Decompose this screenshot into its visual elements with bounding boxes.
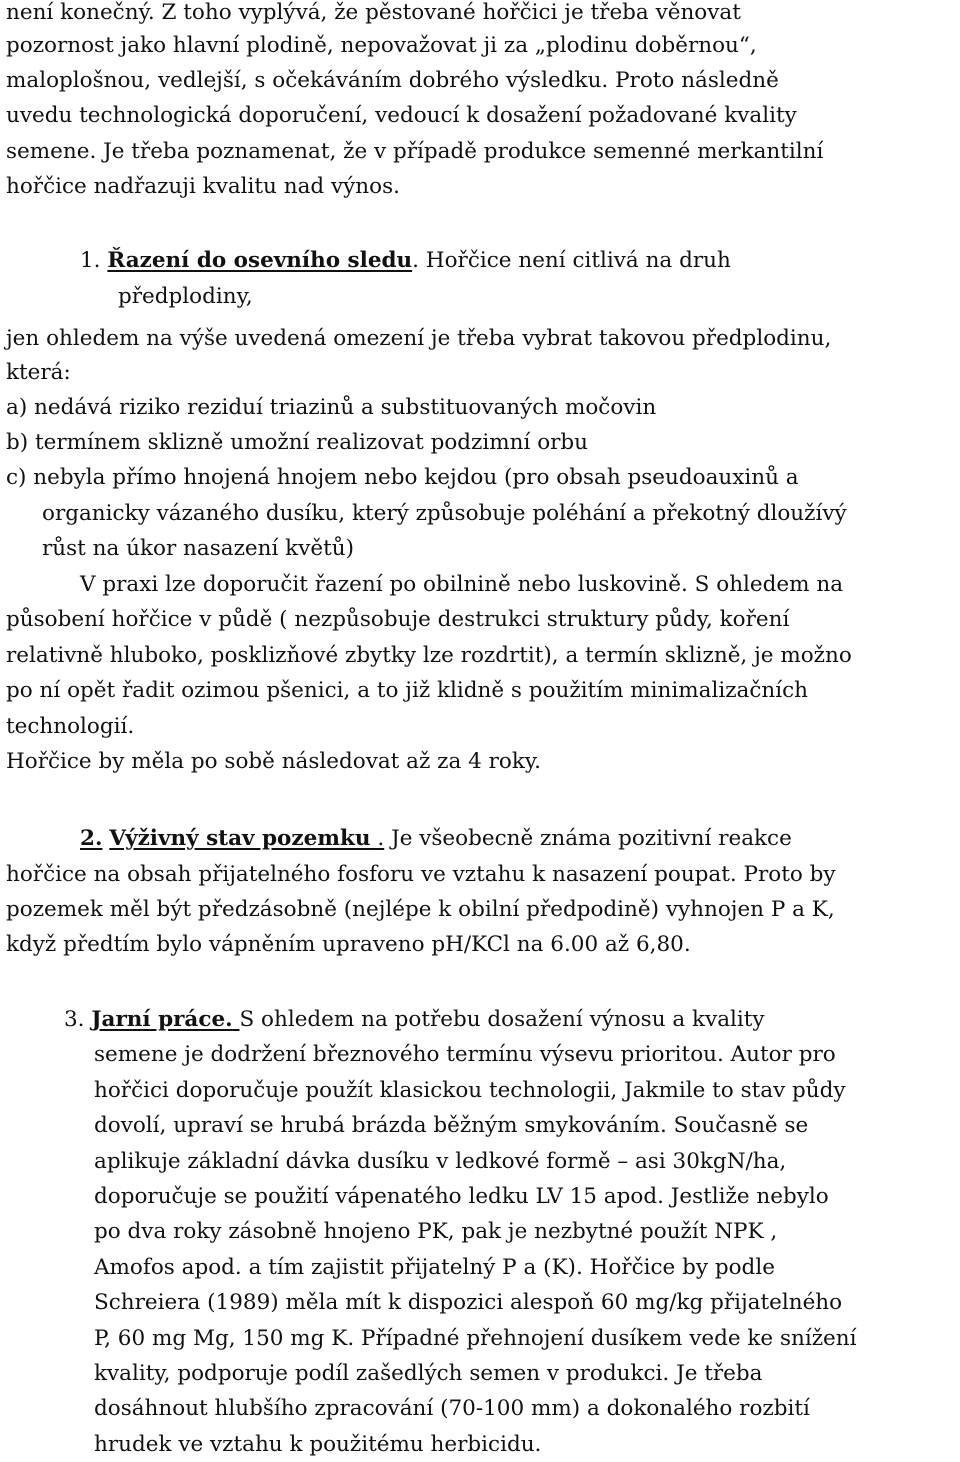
section-1-heading-line xyxy=(80,248,731,274)
section-1-item-a: a) nedává riziko reziduí triazinů a substituovaných močovin xyxy=(6,395,657,420)
section-1-item-c-line-2: organicky vázaného dusíku, který způsobuje poléhání a překotný dloužívý xyxy=(42,501,847,526)
section-2-line-1: hořčice na obsah přijatelného fosforu ve vztahu k nasazení poupat. Proto by xyxy=(6,862,836,887)
section-3-title: Jarní práce. xyxy=(91,1007,233,1032)
section-1-item-b: b) termínem sklizně umožní realizovat podzimní orbu xyxy=(6,430,589,455)
section-3-lead: S ohledem na potřebu dosažení výnosu a kvality xyxy=(239,1007,765,1032)
section-3-number: 3. xyxy=(64,1007,85,1032)
section-1-title-tail: . xyxy=(412,248,420,273)
section-3-line-11: dosáhnout hlubšího zpracování (70-100 mm) a dokonalého rozbití xyxy=(94,1396,810,1421)
section-1-paragraph-line-2: působení hořčice v půdě ( nezpůsobuje destrukci struktury půdy, koření xyxy=(6,607,790,632)
section-3-line-3: dovolí, upraví se hrubá brázda běžným smykováním. Současně se xyxy=(94,1113,809,1138)
section-1-line-2: která: xyxy=(6,360,71,385)
section-3-line-2: hořčici doporučuje použít klasickou technologii, Jakmile to stav půdy xyxy=(94,1078,846,1103)
section-2-line-2: pozemek měl být předzásobně (nejlépe k obilní předpodině) vyhnojen P a K, xyxy=(6,897,835,922)
section-1-item-c-line-3: růst na úkor nasazení květů) xyxy=(42,536,354,561)
section-1-lead: Hořčice není citlivá na druh xyxy=(425,248,731,273)
section-2-heading-line xyxy=(80,826,792,852)
section-3-line-8: Schreiera (1989) měla mít k dispozici alespoň 60 mg/kg přijatelného xyxy=(94,1290,843,1315)
section-1-line-1: jen ohledem na výše uvedená omezení je třeba vybrat takovou předplodinu, xyxy=(6,326,832,351)
section-1-paragraph-line-1: V praxi lze doporučit řazení po obilnině nebo luskovině. S ohledem na xyxy=(80,572,844,597)
intro-line-4: uvedu technologická doporučení, vedoucí k dosažení požadované kvality xyxy=(6,103,797,128)
section-3-heading-line xyxy=(64,1007,765,1033)
section-2-number: 2. xyxy=(80,826,103,851)
section-1-paragraph-line-6: Hořčice by měla po sobě následovat až za 4 roky. xyxy=(6,749,542,774)
section-1-number: 1. xyxy=(80,248,101,273)
intro-line-3: maloplošnou, vedlejší, s očekáváním dobrého výsledku. Proto následně xyxy=(6,68,779,93)
section-3-line-1: semene je dodržení březnového termínu výsevu prioritou. Autor pro xyxy=(94,1042,836,1067)
intro-line-2: pozornost jako hlavní plodině, nepovažovat ji za „plodinu doběrnou“, xyxy=(6,33,757,58)
intro-line-5: semene. Je třeba poznamenat, že v případě produkce semenné merkantilní xyxy=(6,139,824,164)
section-3-line-6: po dva roky zásobně hnojeno PK, pak je nezbytné použít NPK , xyxy=(94,1219,778,1244)
section-2-line-3: když předtím bylo vápněním upraveno pH/KCl na 6.00 až 6,80. xyxy=(6,932,691,957)
section-1-lead-line-2 xyxy=(118,284,253,310)
section-3-line-9: P, 60 mg Mg, 150 mg K. Případné přehnojení dusíkem vede ke snížení xyxy=(94,1326,857,1351)
section-3-line-7: Amofos apod. a tím zajistit přijatelný P a (K). Hořčice by podle xyxy=(94,1255,775,1280)
section-3-line-10: kvality, podporuje podíl zašedlých semen v produkci. Je třeba xyxy=(94,1361,763,1386)
section-1-paragraph-line-3: relativně hluboko, posklizňové zbytky lze rozdrtit), a termín sklizně, je možno xyxy=(6,643,852,668)
section-2-title-tail: . xyxy=(370,826,385,851)
intro-line-1: není konečný. Z toho vyplývá, že pěstované hořčici je třeba věnovat xyxy=(6,0,741,25)
intro-line-6: hořčice nadřazuji kvalitu nad výnos. xyxy=(6,174,400,199)
section-1-item-c-line-1: c) nebyla přímo hnojená hnojem nebo kejdou (pro obsah pseudoauxinů a xyxy=(6,465,799,490)
section-1-title: Řazení do osevního sledu xyxy=(107,248,413,273)
section-2-title: Výživný stav pozemku xyxy=(109,826,371,851)
section-3-line-12: hrudek ve vztahu k použitému herbicidu. xyxy=(94,1432,542,1457)
section-2-lead: Je všeobecně známa pozitivní reakce xyxy=(391,826,792,851)
section-1-paragraph-line-5: technologií. xyxy=(6,714,135,739)
section-1-lead-2: předplodiny, xyxy=(118,284,253,309)
section-3-line-5: doporučuje se použití vápenatého ledku LV 15 apod. Jestliže nebylo xyxy=(94,1184,829,1209)
section-3-line-4: aplikuje základní dávka dusíku v ledkové formě – asi 30kgN/ha, xyxy=(94,1149,787,1174)
section-1-paragraph-line-4: po ní opět řadit ozimou pšenici, a to již klidně s použitím minimalizačních xyxy=(6,678,809,703)
